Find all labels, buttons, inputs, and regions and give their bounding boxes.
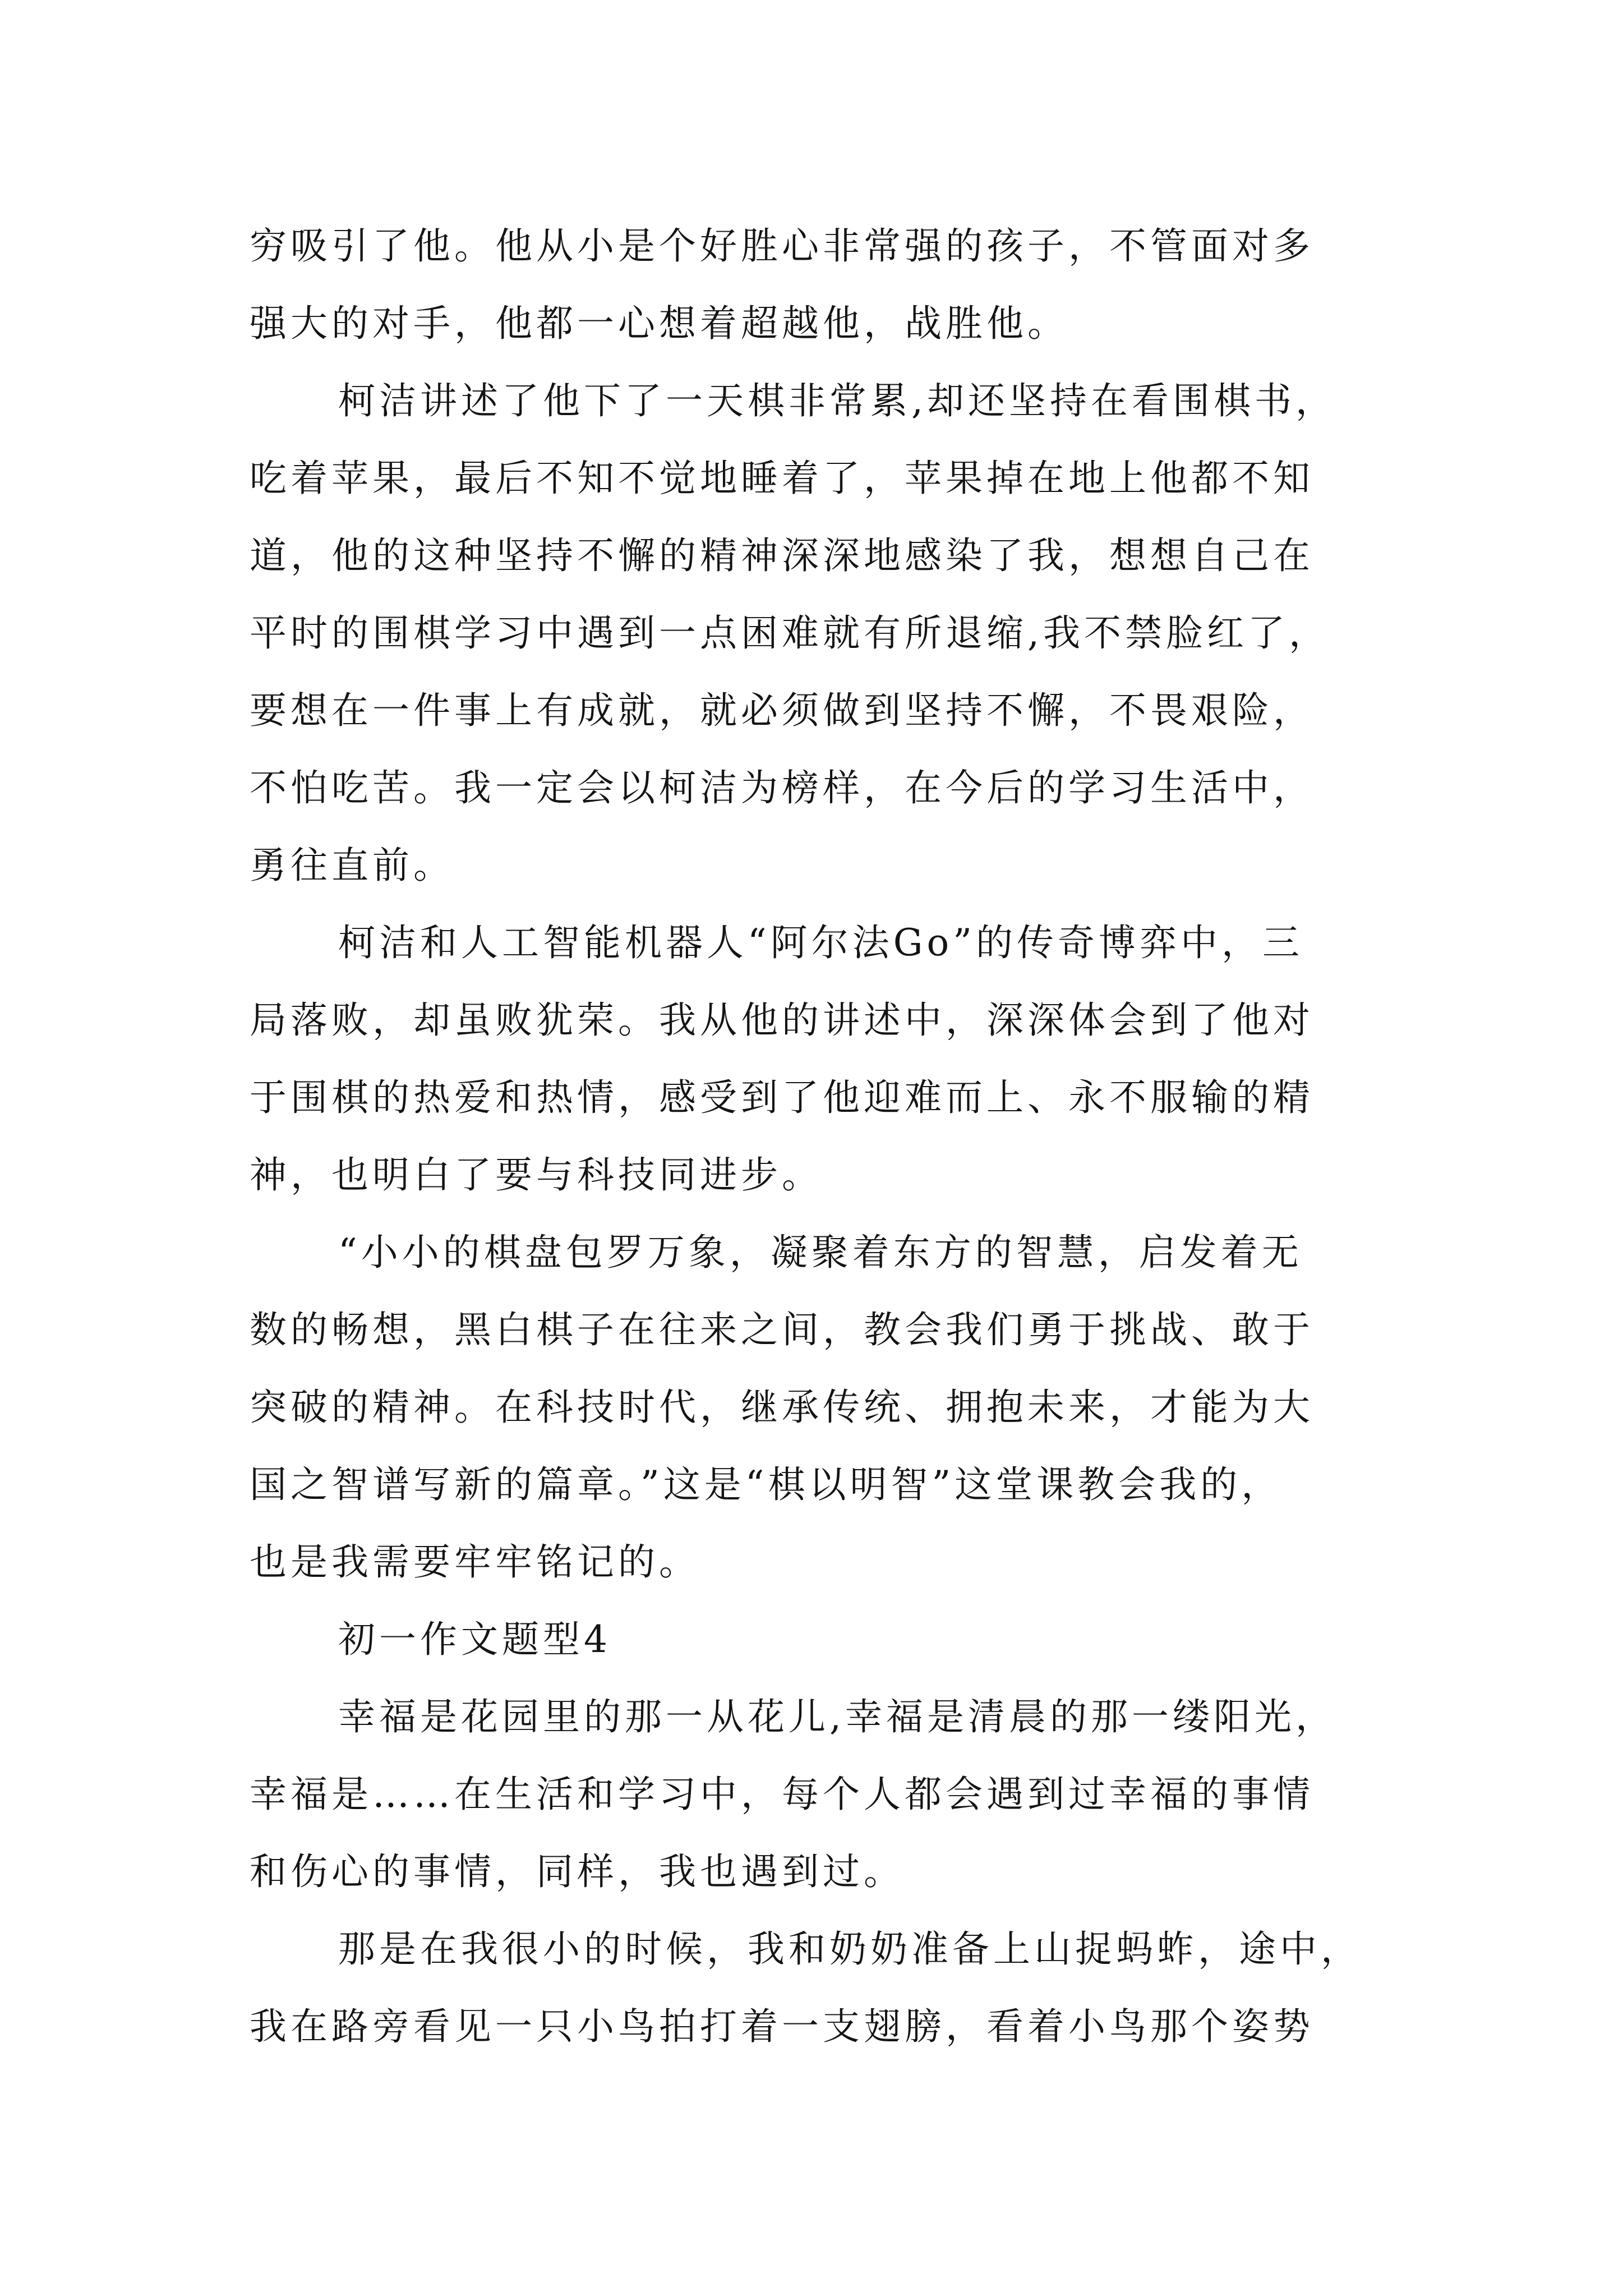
text-line: 勇往直前。 [250, 844, 454, 887]
text-line: 幸福是……在生活和学习中，每个人都会遇到过幸福的事情 [250, 1773, 1314, 1816]
text-line: 和伤心的事情，同样，我也遇到过。 [250, 1850, 905, 1893]
text-line: 道，他的这种坚持不懈的精神深深地感染了我，想想自己在 [250, 534, 1314, 577]
text-line: 局落败，却虽败犹荣。我从他的讲述中，深深体会到了他对 [250, 999, 1314, 1042]
text-line: 我在路旁看见一只小鸟拍打着一支翅膀，看着小鸟那个姿势 [250, 2005, 1314, 2048]
text-line: 要想在一件事上有成就，就必须做到坚持不懈，不畏艰险， [250, 689, 1314, 732]
text-line: 国之智谱写新的篇章。”这是“棋以明智”这堂课教会我的， [250, 1463, 1283, 1506]
paragraph-start-line: 那是在我很小的时候，我和奶奶准备上山捉蚂蚱，途中， [338, 1927, 1362, 1971]
text-line: 神，也明白了要与科技同进步。 [250, 1153, 823, 1197]
paragraph-start-line: 柯洁和人工智能机器人“阿尔法Go”的传奇博弈中，三 [338, 921, 1303, 964]
document-body [250, 208, 1416, 2065]
text-line: 平时的围棋学习中遇到一点困难就有所退缩,我不禁脸红了， [250, 611, 1330, 655]
text-line: 数的畅想，黑白棋子在往来之间，教会我们勇于挑战、敢于 [250, 1308, 1314, 1351]
paragraph-start-line: 幸福是花园里的那一从花儿,幸福是清晨的那一缕阳光， [338, 1695, 1336, 1738]
text-line: 于围棋的热爱和热情，感受到了他迎难而上、永不服输的精 [250, 1076, 1314, 1119]
paragraph-start-line: 柯洁讲述了他下了一天棋非常累,却还坚持在看围棋书， [338, 379, 1336, 422]
text-line: 不怕吃苦。我一定会以柯洁为榜样，在今后的学习生活中， [250, 766, 1314, 809]
text-line: 强大的对手，他都一心想着超越他，战胜他。 [250, 302, 1068, 345]
section-heading: 初一作文题型4 [338, 1618, 611, 1661]
text-line: 也是我需要牢牢铭记的。 [250, 1540, 700, 1584]
paragraph-start-line: “小小的棋盘包罗万象，凝聚着东方的智慧，启发着无 [338, 1231, 1303, 1274]
text-line: 突破的精神。在科技时代，继承传统、拥抱未来，才能为大 [250, 1386, 1314, 1429]
text-line: 穷吸引了他。他从小是个好胜心非常强的孩子，不管面对多 [250, 224, 1314, 268]
text-line: 吃着苹果，最后不知不觉地睡着了，苹果掉在地上他都不知 [250, 457, 1314, 500]
